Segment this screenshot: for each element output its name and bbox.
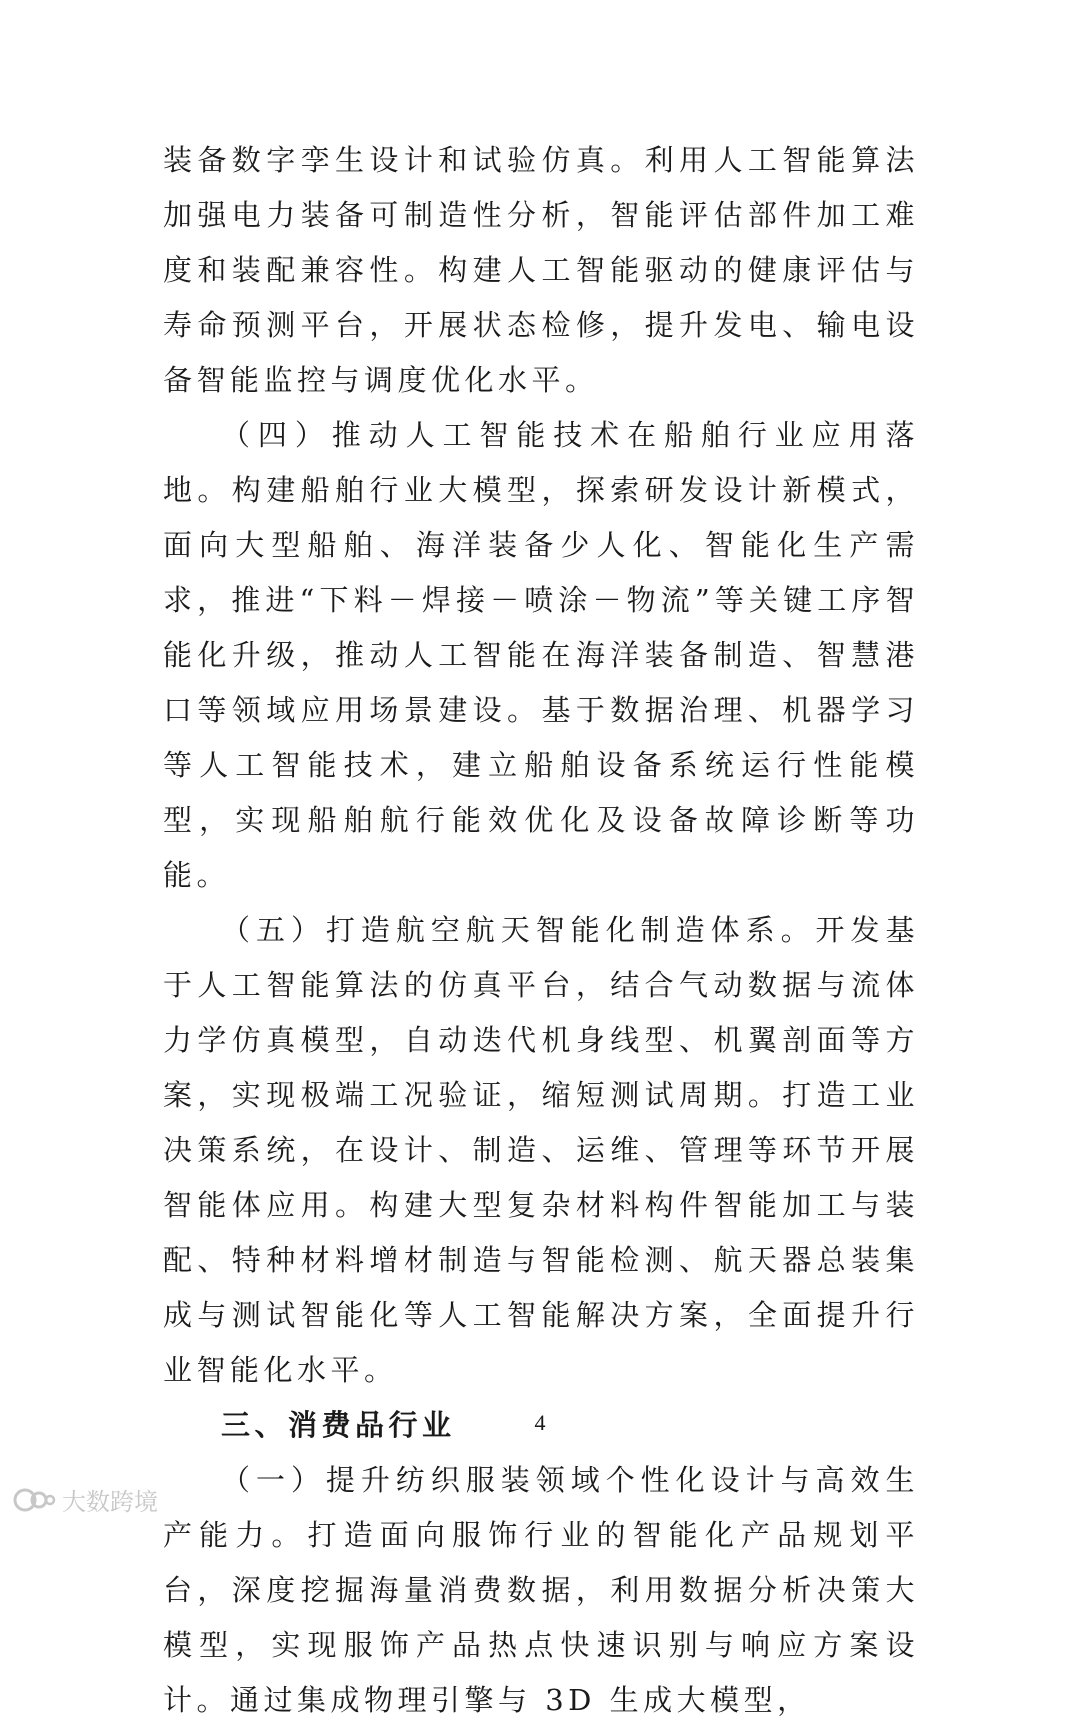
- paragraph-equipment-digital-twin: 装备数字孪生设计和试验仿真。利用人工智能算法加强电力装备可制造性分析，智能评估部件加工难度和装配兼容性。构建人工智能驱动的健康评估与寿命预测平台，开展状态检修，提升发电、输电设备智能监控与调度优化水平。: [163, 143, 919, 397]
- watermark-text: 大数跨境: [62, 1488, 158, 1516]
- logo-icon: [12, 1485, 56, 1515]
- paragraph-shipbuilding: （四）推动人工智能技术在船舶行业应用落地。构建船舶行业大模型，探索研发设计新模式，面向大型船舶、海洋装备少人化、智能化生产需求，推进“下料－焊接－喷涂－物流”等关键工序智能化升级，推动人工智能在海洋装备制造、智慧港口等领域应用场景建设。基于数据治理、机器学习等人工智能技术，建立船舶设备系统运行性能模型，实现船舶航行能效优化及设备故障诊断等功能。: [163, 418, 919, 892]
- document-body: [163, 133, 919, 1728]
- page-number: 4: [534, 1410, 546, 1435]
- paragraph-textile-apparel: （一）提升纺织服装领域个性化设计与高效生产能力。打造面向服饰行业的智能化产品规划平台，深度挖掘海量消费数据，利用数据分析决策大模型，实现服饰产品热点快速识别与响应方案设计。通过集成物理引擎与 3D 生成大模型，: [163, 1463, 919, 1717]
- watermark: [12, 1482, 158, 1517]
- paragraph-aerospace: （五）打造航空航天智能化制造体系。开发基于人工智能算法的仿真平台，结合气动数据与流体力学仿真模型，自动迭代机身线型、机翼剖面等方案，实现极端工况验证，缩短测试周期。打造工业决策系统，在设计、制造、运维、管理等环节开展智能体应用。构建大型复杂材料构件智能加工与装配、特种材料增材制造与智能检测、航天器总装集成与测试智能化等人工智能解决方案，全面提升行业智能化水平。: [163, 913, 919, 1387]
- section-heading-consumer-goods: 三、消费品行业: [221, 1408, 456, 1442]
